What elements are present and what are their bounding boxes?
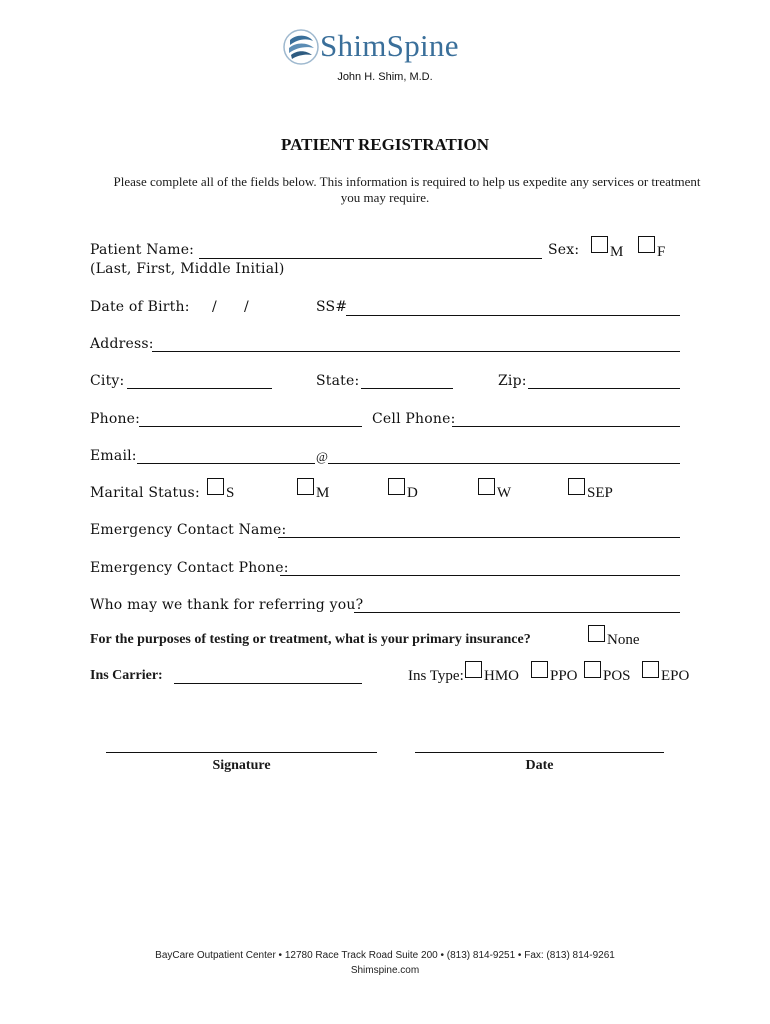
- doctor-name: John H. Shim, M.D.: [337, 71, 433, 83]
- zip-label: Zip:: [498, 373, 527, 389]
- intro-line-2: you may require.: [340, 190, 430, 205]
- marital-status-label: Marital Status:: [90, 485, 200, 501]
- phone-label: Phone:: [90, 411, 141, 427]
- dob-field[interactable]: [190, 296, 290, 316]
- sex-label: Sex:: [548, 242, 580, 258]
- address-label: Address:: [90, 336, 154, 352]
- emergency-name-label: Emergency Contact Name:: [90, 522, 287, 538]
- patient-name-hint: (Last, First, Middle Initial): [90, 261, 285, 277]
- insurance-none-checkbox[interactable]: [588, 625, 605, 642]
- signature-label: Signature: [212, 758, 271, 773]
- ins-epo-label: EPO: [661, 668, 690, 684]
- ins-hmo-checkbox[interactable]: [465, 661, 482, 678]
- referral-label: Who may we thank for referring you?: [90, 597, 364, 613]
- dob-slash-2: /: [244, 299, 249, 315]
- date-field[interactable]: [415, 752, 664, 753]
- sex-m-checkbox[interactable]: [591, 236, 608, 253]
- marital-m-label: M: [316, 485, 330, 501]
- marital-s-label: S: [226, 485, 235, 501]
- email-user-field[interactable]: [137, 463, 315, 464]
- ins-hmo-label: HMO: [484, 668, 520, 684]
- phone-field[interactable]: [139, 426, 362, 427]
- state-label: State:: [316, 373, 360, 389]
- ss-label: SS#: [316, 299, 348, 315]
- city-field[interactable]: [127, 388, 272, 389]
- brand-name: ShimSpine: [320, 28, 459, 63]
- cell-phone-field[interactable]: [452, 426, 680, 427]
- marital-w-label: W: [497, 485, 512, 501]
- marital-w-checkbox[interactable]: [478, 478, 495, 495]
- referral-field[interactable]: [354, 612, 680, 613]
- insurance-question: For the purposes of testing or treatment, what is your primary insurance?: [90, 632, 531, 647]
- ins-ppo-checkbox[interactable]: [531, 661, 548, 678]
- emergency-name-field[interactable]: [278, 537, 680, 538]
- spine-logo-icon: [282, 28, 320, 66]
- page-title: PATIENT REGISTRATION: [281, 135, 489, 154]
- dob-label: Date of Birth:: [90, 299, 190, 315]
- ins-pos-label: POS: [603, 668, 631, 684]
- ins-pos-checkbox[interactable]: [584, 661, 601, 678]
- emergency-phone-label: Emergency Contact Phone:: [90, 560, 289, 576]
- email-at-sign: @: [316, 449, 328, 464]
- city-label: City:: [90, 373, 125, 389]
- email-domain-field[interactable]: [328, 463, 680, 464]
- ins-epo-checkbox[interactable]: [642, 661, 659, 678]
- sex-f-checkbox[interactable]: [638, 236, 655, 253]
- state-field[interactable]: [361, 388, 453, 389]
- ins-carrier-label: Ins Carrier:: [90, 668, 163, 683]
- date-label: Date: [525, 758, 554, 773]
- dob-slash-1: /: [212, 299, 217, 315]
- signature-field[interactable]: [106, 752, 377, 753]
- marital-d-checkbox[interactable]: [388, 478, 405, 495]
- marital-sep-label: SEP: [587, 485, 613, 501]
- marital-d-label: D: [407, 485, 418, 501]
- marital-sep-checkbox[interactable]: [568, 478, 585, 495]
- patient-name-label: Patient Name:: [90, 242, 195, 258]
- email-label: Email:: [90, 448, 137, 464]
- cell-phone-label: Cell Phone:: [372, 411, 456, 427]
- ins-ppo-label: PPO: [550, 668, 578, 684]
- intro-line-1: Please complete all of the fields below. This information is required to help us expedite any services or treatment: [113, 174, 701, 189]
- ins-type-label: Ins Type:: [408, 668, 464, 684]
- ins-carrier-field[interactable]: [174, 683, 362, 684]
- sex-f-label: F: [657, 244, 666, 260]
- patient-name-field[interactable]: [199, 258, 542, 259]
- marital-s-checkbox[interactable]: [207, 478, 224, 495]
- address-field[interactable]: [152, 351, 680, 352]
- footer-address: BayCare Outpatient Center • 12780 Race Track Road Suite 200 • (813) 814-9251 • Fax: (813) 814-9261: [155, 950, 615, 961]
- ss-field[interactable]: [346, 315, 680, 316]
- sex-m-label: M: [610, 244, 624, 260]
- emergency-phone-field[interactable]: [280, 575, 680, 576]
- marital-m-checkbox[interactable]: [297, 478, 314, 495]
- zip-field[interactable]: [528, 388, 680, 389]
- insurance-none-label: None: [607, 632, 640, 648]
- footer-website[interactable]: Shimspine.com: [350, 965, 420, 976]
